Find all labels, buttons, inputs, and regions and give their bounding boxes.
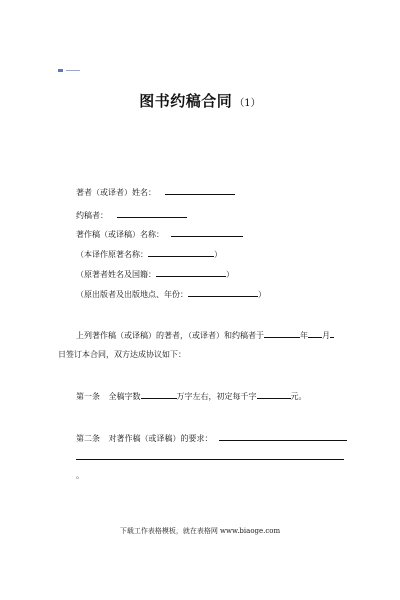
intro-day-blank[interactable]: [330, 329, 334, 338]
original-pub-blank[interactable]: [188, 288, 258, 297]
commissioner-line: [76, 209, 187, 221]
original-title-line: [76, 248, 222, 260]
original-pub-close: ）: [258, 290, 266, 299]
article-1-head: 第一条: [76, 392, 100, 401]
intro-line-1: [76, 329, 334, 341]
article-2-continuation-rule[interactable]: [76, 459, 344, 460]
article-1-text-2: 万字左右，初定每千字: [176, 392, 257, 401]
original-author-close: ）: [226, 270, 234, 279]
intro-line-2-text: 日签订本合同，双方达成协议如下：: [58, 350, 186, 359]
header-mark-block: [58, 69, 63, 72]
original-author-line: [76, 268, 234, 280]
original-title-close: ）: [214, 250, 222, 259]
intro-text: 上列著作稿（或译稿）的著者，（或译者）和约稿者于: [76, 331, 264, 340]
trailing-mark: 。: [76, 471, 84, 480]
page-footer: 下载工作表格模板，就在表格网 www.biaoge.com: [119, 527, 281, 535]
commissioner-blank[interactable]: [117, 209, 187, 218]
original-author-blank[interactable]: [156, 268, 226, 277]
work-name-label: 著作稿（或译稿）名称：: [76, 230, 164, 239]
original-pub-line: [76, 288, 266, 300]
original-author-label: （原著者姓名及国籍：: [76, 270, 156, 279]
author-name-blank[interactable]: [165, 186, 235, 195]
header-mark: [58, 68, 84, 72]
title-number: （1）: [234, 98, 261, 109]
original-title-blank[interactable]: [148, 248, 214, 257]
article-1-rate-blank[interactable]: [257, 390, 291, 399]
title-text: 图书约稿合同: [139, 92, 233, 110]
intro-year: 年: [300, 331, 308, 340]
intro-month-blank[interactable]: [308, 329, 322, 338]
article-2-blank[interactable]: [219, 432, 347, 441]
work-name-line: [76, 228, 243, 240]
author-name-label: 著者（或译者）姓名：: [76, 188, 156, 197]
article-1: [76, 390, 307, 402]
article-1-text-3: 元。: [290, 392, 307, 401]
intro-line-2: [58, 350, 186, 360]
original-title-label: （本译作原著名称：: [76, 250, 148, 259]
commissioner-label: 约稿者：: [76, 211, 108, 220]
article-2: [76, 432, 347, 444]
original-pub-label: （原出版者及出版地点、年份：: [76, 290, 188, 299]
article-1-words-blank[interactable]: [141, 390, 177, 399]
article-2-text: 对著作稿（或译稿）的要求：: [108, 434, 213, 443]
author-name-line: [76, 186, 235, 198]
header-mark-dash: [66, 70, 80, 71]
work-name-blank[interactable]: [171, 228, 243, 237]
intro-year-blank[interactable]: [264, 329, 300, 338]
article-2-head: 第二条: [76, 434, 100, 443]
intro-month: 月: [322, 331, 330, 340]
document-title: [0, 90, 400, 111]
article-1-text-1: 全稿字数: [108, 392, 141, 401]
